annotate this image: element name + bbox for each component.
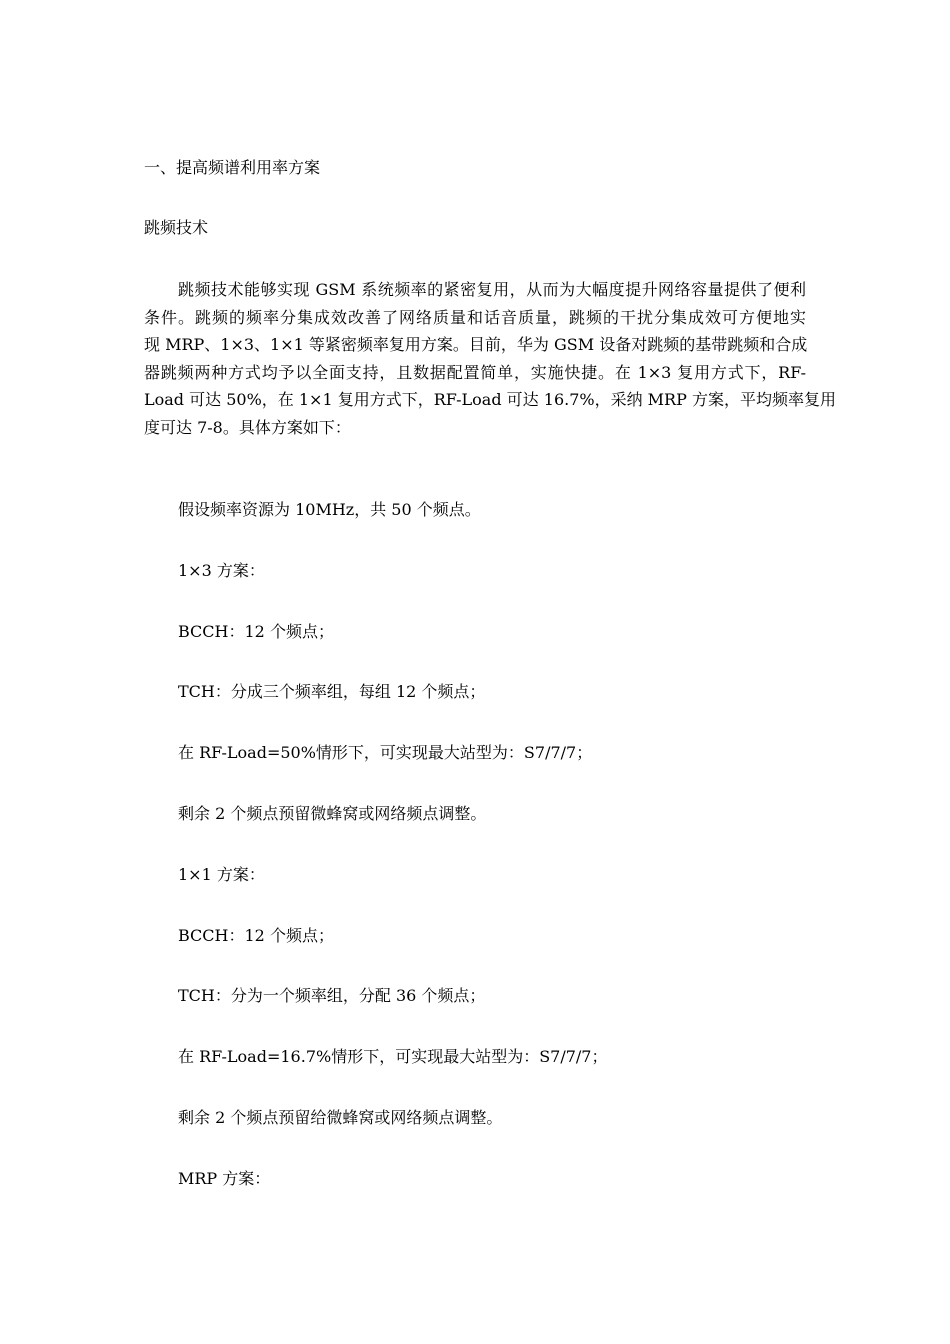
paragraph-line: 器跳频两种方式均予以全面支持，且数据配置简单，实施快捷。在 1×3 复用方式下，RF-	[144, 362, 806, 382]
paragraph-line: Load 可达 50%，在 1×1 复用方式下，RF-Load 可达 16.7%，采纳 MRP 方案，平均频率复用	[144, 390, 836, 409]
paragraph-line: 跳频技术能够实现 GSM 系统频率的紧密复用，从而为大幅度提升网络容量提供了便利	[178, 280, 806, 299]
scheme-1x1-max-site: 在 RF-Load=16.7%情形下，可实现最大站型为：S7/7/7；	[178, 1047, 608, 1066]
section-heading: 一、提高频谱利用率方案	[144, 158, 321, 177]
paragraph-line: 度可达 7-8。具体方案如下：	[144, 417, 351, 437]
scheme-1x1-title: 1×1 方案：	[178, 865, 265, 884]
intro-paragraph	[144, 276, 836, 441]
paragraph-line: 现 MRP、1×3、1×1 等紧密频率复用方案。目前，华为 GSM 设备对跳频的基带跳频和合成	[144, 335, 808, 354]
scheme-1x3-tch: TCH：分成三个频率组，每组 12 个频点；	[178, 682, 486, 701]
scheme-mrp-title: MRP 方案：	[178, 1169, 271, 1188]
scheme-1x3-max-site: 在 RF-Load=50%情形下，可实现最大站型为：S7/7/7；	[178, 743, 593, 762]
scheme-1x1-remaining: 剩余 2 个频点预留给微蜂窝或网络频点调整。	[178, 1108, 503, 1127]
sub-heading: 跳频技术	[144, 218, 209, 237]
scheme-1x1-bcch: BCCH：12 个频点；	[178, 926, 334, 945]
assumption-text: 假设频率资源为 10MHz，共 50 个频点。	[178, 500, 481, 519]
paragraph-line: 条件。跳频的频率分集成效改善了网络质量和话音质量，跳频的干扰分集成效可方便地实	[144, 307, 806, 327]
scheme-1x3-title: 1×3 方案：	[178, 561, 265, 580]
scheme-1x1-tch: TCH：分为一个频率组，分配 36 个频点；	[178, 986, 486, 1005]
scheme-1x3-bcch: BCCH：12 个频点；	[178, 622, 334, 641]
scheme-1x3-remaining: 剩余 2 个频点预留微蜂窝或网络频点调整。	[178, 804, 487, 823]
